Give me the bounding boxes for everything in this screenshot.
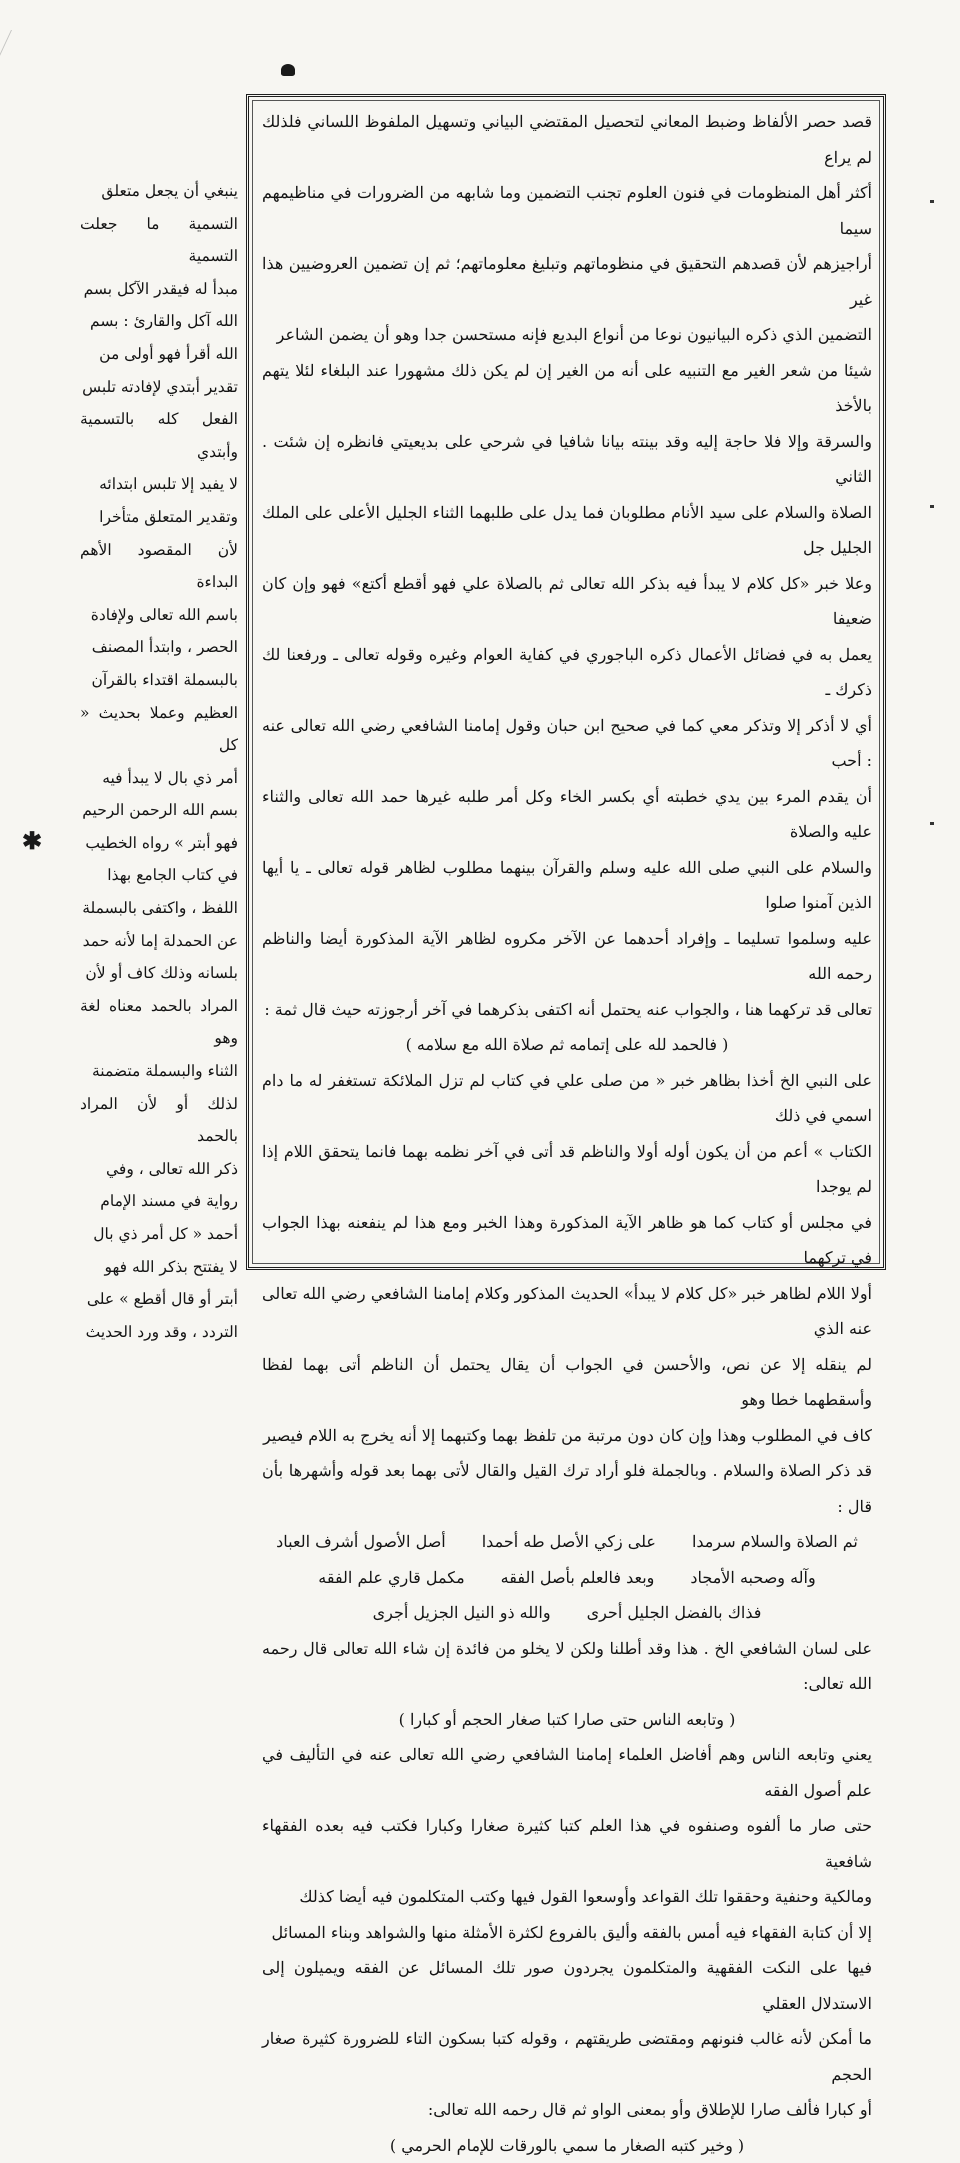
verse-hemistich: وبعد فالعلم بأصل الفقه bbox=[501, 1560, 655, 1596]
margin-line: أبتر أو قال أقطع » على bbox=[80, 1283, 238, 1316]
margin-line: وتقدير المتعلق متأخرا bbox=[80, 501, 238, 534]
margin-line: تقدير أبتدي لإفادته تلبس bbox=[80, 371, 238, 404]
main-commentary-text bbox=[262, 104, 872, 1262]
text-line: الكتاب » أعم من أن يكون أوله أولا والناظم قد أتى في آخر نظمه بهما فانما يتحقق اللام إذا لم يوجدا bbox=[262, 1134, 872, 1205]
margin-line: بالبسملة اقتداء بالقرآن bbox=[80, 664, 238, 697]
verse-hemistich: وآله وصحبه الأمجاد bbox=[690, 1560, 815, 1596]
text-line: ما أمكن لأنه غالب فنونهم ومقتضى طريقتهم ، وقوله كتبا بسكون التاء للضرورة كثيرة صغار الحجم bbox=[262, 2021, 872, 2092]
verse-hemistich: ثم الصلاة والسلام سرمدا bbox=[692, 1524, 858, 1560]
text-line: عليه وسلموا تسليما ـ وإفراد أحدهما عن الآخر مكروه لظاهر الآية المذكورة أيضا والناظم رحمه الله bbox=[262, 921, 872, 992]
asterisk-icon: ✱ bbox=[22, 826, 42, 855]
margin-line: الثناء والبسملة متضمنة bbox=[80, 1055, 238, 1088]
margin-line: الفعل كله بالتسمية وأبتدي bbox=[80, 403, 238, 468]
verse-row bbox=[262, 1524, 872, 1560]
verse-line: ( وتابعه الناس حتى صارا كتبا صغار الحجم أو كبارا ) bbox=[262, 1702, 872, 1738]
text-line: أي لا أذكر إلا وتذكر معي كما في صحيح ابن حبان وقول إمامنا الشافعي رضي الله تعالى عنه : أحب bbox=[262, 708, 872, 779]
text-line: التضمين الذي ذكره البيانيون نوعا من أنواع البديع فإنه مستحسن جدا وهو أن يضمن الشاعر bbox=[262, 317, 872, 353]
text-line: شيئا من شعر الغير مع التنبيه على أنه من الغير إن لم يكن ذلك مشهورا عند البلغاء لئلا يتهم بالأخذ bbox=[262, 353, 872, 424]
margin-tick bbox=[930, 822, 934, 825]
text-line: فيها على النكت الفقهية والمتكلمون يجردون صور تلك المسائل عن الفقه ويميلون إلى الاستدلال العقلي bbox=[262, 1950, 872, 2021]
page-ornament bbox=[281, 64, 295, 76]
margin-line: في كتاب الجامع بهذا bbox=[80, 859, 238, 892]
text-line: أن يقدم المرء بين يدي خطبته أي بكسر الخاء وكل أمر طلبه غيرها حمد الله تعالى والثناء عليه والصلاة bbox=[262, 779, 872, 850]
margin-line: لذلك أو لأن المراد بالحمد bbox=[80, 1088, 238, 1153]
margin-line: لا يفتتح بذكر الله فهو bbox=[80, 1251, 238, 1284]
margin-line: التسمية ما جعلت التسمية bbox=[80, 208, 238, 273]
text-line: يعمل به في فضائل الأعمال ذكره الباجوري في كفاية العوام وغيره وقوله تعالى ـ ورفعنا لك ذكرك ـ bbox=[262, 637, 872, 708]
text-line: يعني وتابعه الناس وهم أفاضل العلماء إمامنا الشافعي رضي الله تعالى عنه في التأليف في علم أصول الفقه bbox=[262, 1737, 872, 1808]
text-line: أكثر أهل المنظومات في فنون العلوم تجنب التضمين وما شابهه من الضرورات في مناظيمهم سيما bbox=[262, 175, 872, 246]
margin-line: فهو أبتر » رواه الخطيب bbox=[80, 827, 238, 860]
margin-line: بسم الله الرحمن الرحيم bbox=[80, 794, 238, 827]
margin-line: التردد ، وقد ورد الحديث bbox=[80, 1316, 238, 1349]
margin-line: لأن المقصود الأهم البداءة bbox=[80, 534, 238, 599]
margin-line: العظيم وعملا بحديث « كل bbox=[80, 697, 238, 762]
text-line: على لسان الشافعي الخ . هذا وقد أطلنا ولكن لا يخلو من فائدة إن شاء الله تعالى قال رحمه الله تعالى: bbox=[262, 1631, 872, 1702]
margin-line: عن الحمدلة إما لأنه حمد bbox=[80, 925, 238, 958]
margin-line: أحمد « كل أمر ذي بال bbox=[80, 1218, 238, 1251]
margin-line: لا يفيد إلا تلبس ابتدائه bbox=[80, 468, 238, 501]
verse-row bbox=[262, 1560, 872, 1596]
verse-line: ( فالحمد لله على إتمامه ثم صلاة الله مع سلامه ) bbox=[262, 1027, 872, 1063]
text-line: أراجيزهم لأن قصدهم التحقيق في منظوماتهم وتبليغ معلوماتهم؛ ثم إن تضمين العروضيين هذا غير bbox=[262, 246, 872, 317]
margin-gloss-text bbox=[80, 175, 238, 1195]
text-line: والسلام على النبي صلى الله عليه وسلم والقرآن بينهما مطلوب لظاهر قوله تعالى ـ يا أيها الذين آمنوا صلوا bbox=[262, 850, 872, 921]
margin-tick bbox=[930, 505, 934, 508]
verse-row bbox=[262, 1595, 872, 1631]
margin-line: الله آكل والقارئ : بسم bbox=[80, 305, 238, 338]
verse-hemistich: مكمل قاري علم الفقه bbox=[318, 1560, 464, 1596]
margin-line: المراد بالحمد معناه لغة وهو bbox=[80, 990, 238, 1055]
text-line: في مجلس أو كتاب كما هو ظاهر الآية المذكورة وهذا الخبر ومع هذا لم ينفعنه بهذا الجواب في تركهما bbox=[262, 1205, 872, 1276]
text-line: حتى صار ما ألفوه وصنفوه في هذا العلم كتبا كثيرة صغارا وكبارا فكتب فيه بعده الفقهاء شافعية bbox=[262, 1808, 872, 1879]
text-line: ومالكية وحنفية وحققوا تلك القواعد وأوسعوا القول فيها وكتب المتكلمون فيه أيضا كذلك bbox=[262, 1879, 872, 1915]
margin-line: ينبغي أن يجعل متعلق bbox=[80, 175, 238, 208]
text-line: الصلاة والسلام على سيد الأنام مطلوبان فما يدل على طلبهما الثناء الجليل الأعلى على الملك الجليل جل bbox=[262, 495, 872, 566]
margin-line: الحصر ، وابتدأ المصنف bbox=[80, 631, 238, 664]
text-line: قصد حصر الألفاظ وضبط المعاني لتحصيل المقتضي البياني وتسهيل الملفوظ اللساني فلذلك لم يراع bbox=[262, 104, 872, 175]
verse-hemistich: فذاك بالفضل الجليل أحرى bbox=[587, 1595, 762, 1631]
margin-line: باسم الله تعالى ولإفادة bbox=[80, 599, 238, 632]
text-line: قد ذكر الصلاة والسلام . وبالجملة فلو أراد ترك القيل والقال لأتى بهما بعد قوله وأشهرها بأن قال : bbox=[262, 1453, 872, 1524]
text-line: كاف في المطلوب وهذا وإن كان دون مرتبة من تلفظ بهما وكتبهما إلا أنه يخرج به اللام فيصير bbox=[262, 1418, 872, 1454]
margin-line: اللفظ ، واكتفى بالبسملة bbox=[80, 892, 238, 925]
text-line: أو كبارا فألف صارا للإطلاق وأو بمعنى الواو ثم قال رحمه الله تعالى: bbox=[262, 2092, 872, 2128]
verse-hemistich: أصل الأصول أشرف العباد bbox=[276, 1524, 446, 1560]
margin-tick bbox=[930, 200, 934, 203]
margin-line: مبدأ له فيقدر الآكل بسم bbox=[80, 273, 238, 306]
margin-line: رواية في مسند الإمام bbox=[80, 1185, 238, 1218]
margin-line: بلسانه وذلك كاف أو لأن bbox=[80, 957, 238, 990]
verse-hemistich: والله ذو النيل الجزيل أجرى bbox=[373, 1595, 551, 1631]
text-line: تعالى قد تركهما هنا ، والجواب عنه يحتمل أنه اكتفى بذكرهما في آخر أرجوزته حيث قال ثمة : bbox=[262, 992, 872, 1028]
text-line: على النبي الخ أخذا بظاهر خبر « من صلى علي في كتاب لم تزل الملائكة تستغفر له ما دام اسمي في ذلك bbox=[262, 1063, 872, 1134]
text-line: إلا أن كتابة الفقهاء فيه أمس بالفقه وأليق بالفروع لكثرة الأمثلة منها والشواهد وبناء المسائل bbox=[262, 1915, 872, 1951]
margin-line: الله أقرأ فهو أولى من bbox=[80, 338, 238, 371]
margin-scribble bbox=[0, 30, 46, 60]
text-line: وعلا خبر «كل كلام لا يبدأ فيه بذكر الله تعالى ثم بالصلاة علي فهو أقطع أكتع» فهو وإن كان ضعيفا bbox=[262, 566, 872, 637]
text-line: لم ينقله إلا عن نص، والأحسن في الجواب أن يقال يحتمل أن الناظم أتى بهما لفظا وأسقطهما خطا وهو bbox=[262, 1347, 872, 1418]
text-line: والسرقة وإلا فلا حاجة إليه وقد بينته بيانا شافيا في شرحي على بديعيتي فانظره إن شئت . الثاني bbox=[262, 424, 872, 495]
verse-hemistich: على زكي الأصل طه أحمدا bbox=[482, 1524, 656, 1560]
margin-line: أمر ذي بال لا يبدأ فيه bbox=[80, 762, 238, 795]
verse-line: ( وخير كتبه الصغار ما سمي بالورقات للإمام الحرمي ) bbox=[262, 2128, 872, 2163]
margin-line: ذكر الله تعالى ، وفي bbox=[80, 1153, 238, 1186]
text-line: أولا اللام لظاهر خبر «كل كلام لا يبدأ» الحديث المذكور وكلام إمامنا الشافعي رضي الله تعالى عنه الذي bbox=[262, 1276, 872, 1347]
